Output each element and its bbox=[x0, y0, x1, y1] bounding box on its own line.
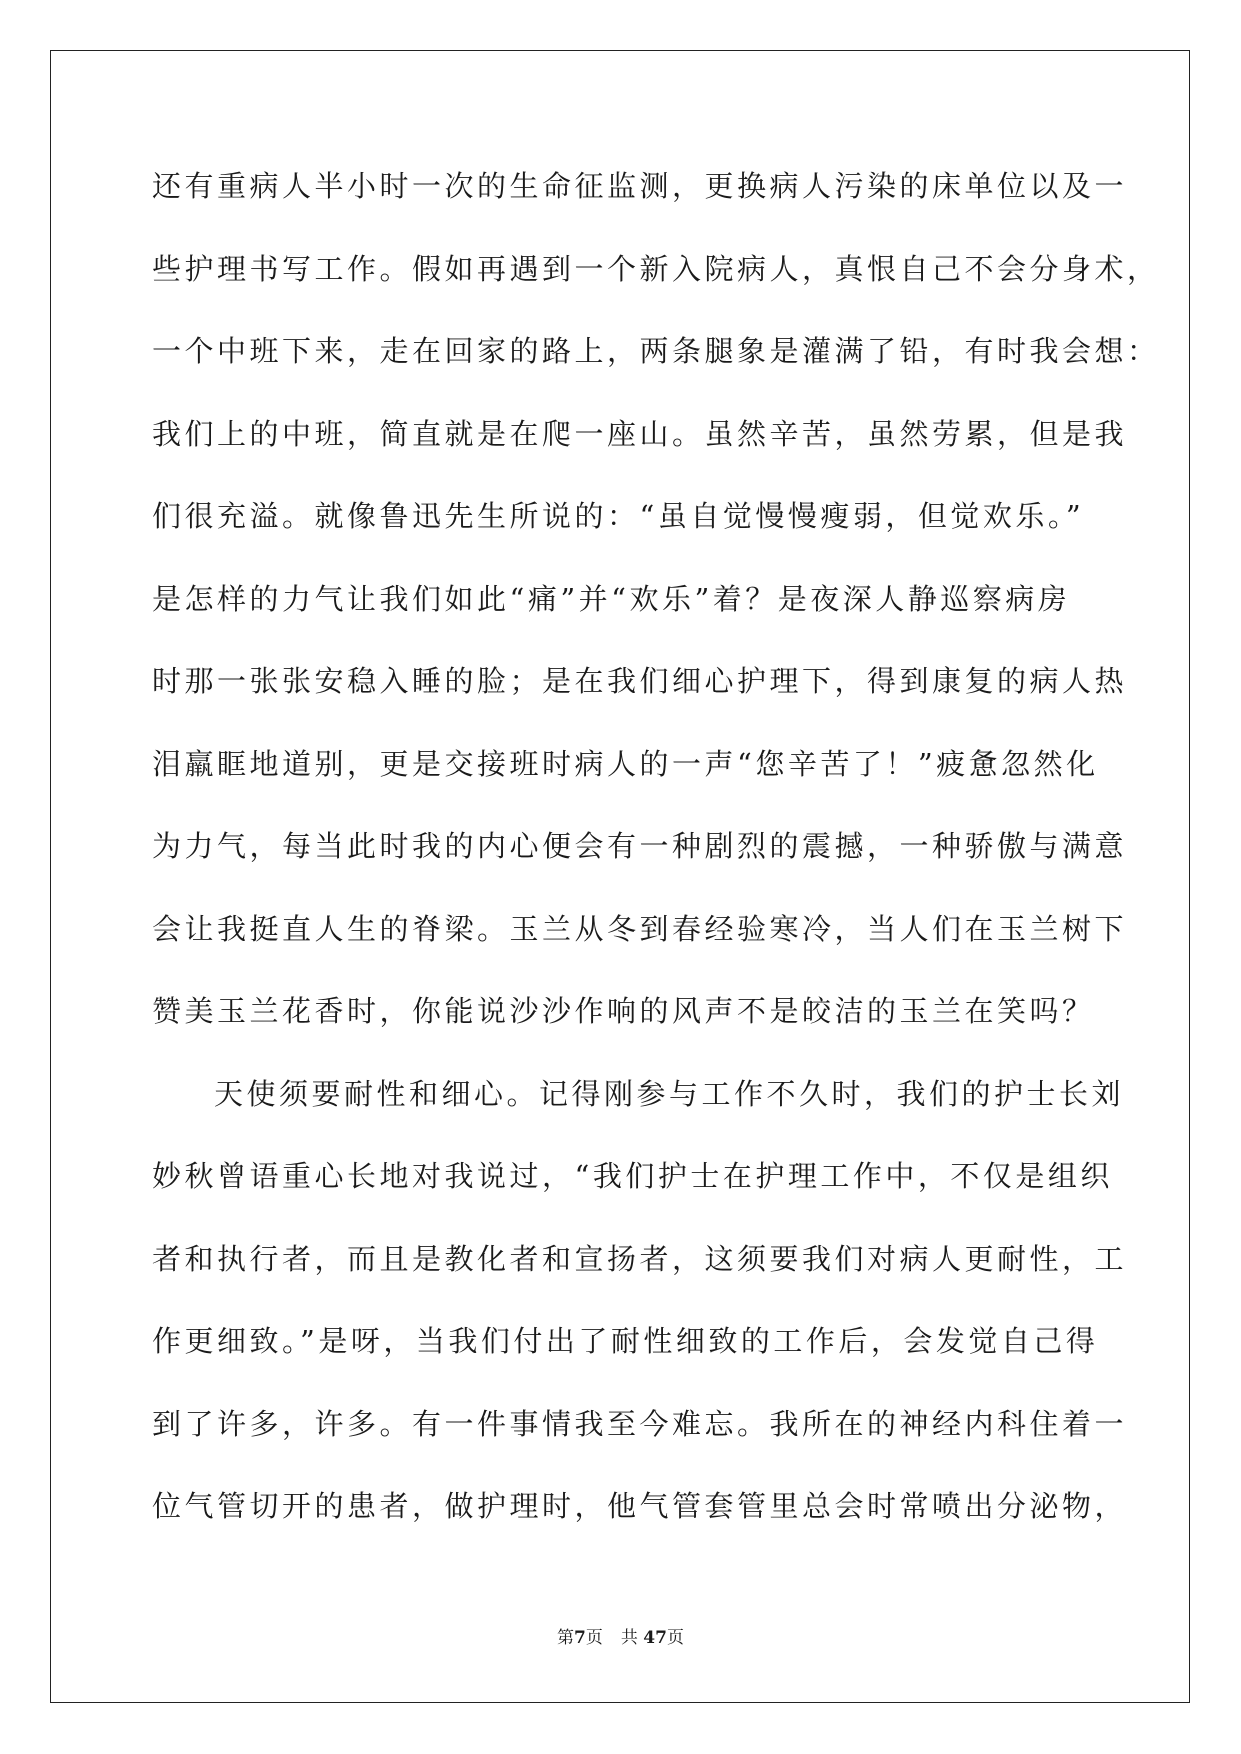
total-page-count: 47 bbox=[643, 1628, 667, 1648]
text-line: 我们上的中班，简直就是在爬一座山。虽然辛苦，虽然劳累，但是我 bbox=[152, 417, 1128, 451]
total-prefix: 共 bbox=[620, 1628, 638, 1648]
text-line: 赞美玉兰花香时，你能说沙沙作响的风声不是皎洁的玉兰在笑吗？ bbox=[152, 994, 1095, 1028]
total-suffix: 页 bbox=[666, 1628, 684, 1648]
text-line: 一个中班下来，走在回家的路上，两条腿象是灌满了铅，有时我会想： bbox=[152, 334, 1160, 368]
paragraph-first-line: 天使须要耐性和细心。记得刚参与工作不久时，我们的护士长刘 bbox=[214, 1077, 1125, 1111]
text-line: 还有重病人半小时一次的生命征监测，更换病人污染的床单位以及一 bbox=[152, 169, 1128, 203]
page-prefix: 第 bbox=[557, 1628, 575, 1648]
current-page-number: 7 bbox=[574, 1628, 586, 1648]
page-suffix: 页 bbox=[585, 1628, 603, 1648]
text-line: 泪羸眶地道别，更是交接班时病人的一声“您辛苦了！”疲惫忽然化 bbox=[152, 747, 1099, 781]
page-border bbox=[50, 50, 1190, 1703]
text-line: 是怎样的力气让我们如此“痛”并“欢乐”着？是夜深人静巡察病房 bbox=[152, 582, 1071, 616]
text-line: 们很充溢。就像鲁迅先生所说的：“虽自觉慢慢瘦弱，但觉欢乐。” bbox=[152, 499, 1085, 533]
text-line: 些护理书写工作。假如再遇到一个新入院病人，真恨自己不会分身术， bbox=[152, 252, 1160, 286]
text-line: 会让我挺直人生的脊梁。玉兰从冬到春经验寒冷，当人们在玉兰树下 bbox=[152, 912, 1128, 946]
text-line: 者和执行者，而且是教化者和宣扬者，这须要我们对病人更耐性，工 bbox=[152, 1242, 1128, 1276]
text-line: 位气管切开的患者，做护理时，他气管套管里总会时常喷出分泌物， bbox=[152, 1489, 1128, 1523]
text-line: 时那一张张安稳入睡的脸；是在我们细心护理下，得到康复的病人热 bbox=[152, 664, 1128, 698]
text-line: 到了许多，许多。有一件事情我至今难忘。我所在的神经内科住着一 bbox=[152, 1407, 1128, 1441]
page-footer bbox=[0, 1630, 1241, 1647]
text-line: 作更细致。”是呀，当我们付出了耐性细致的工作后，会发觉自己得 bbox=[152, 1324, 1099, 1358]
text-line: 妙秋曾语重心长地对我说过，“我们护士在护理工作中，不仅是组织 bbox=[152, 1159, 1113, 1193]
text-line: 为力气，每当此时我的内心便会有一种剧烈的震撼，一种骄傲与满意 bbox=[152, 829, 1128, 863]
